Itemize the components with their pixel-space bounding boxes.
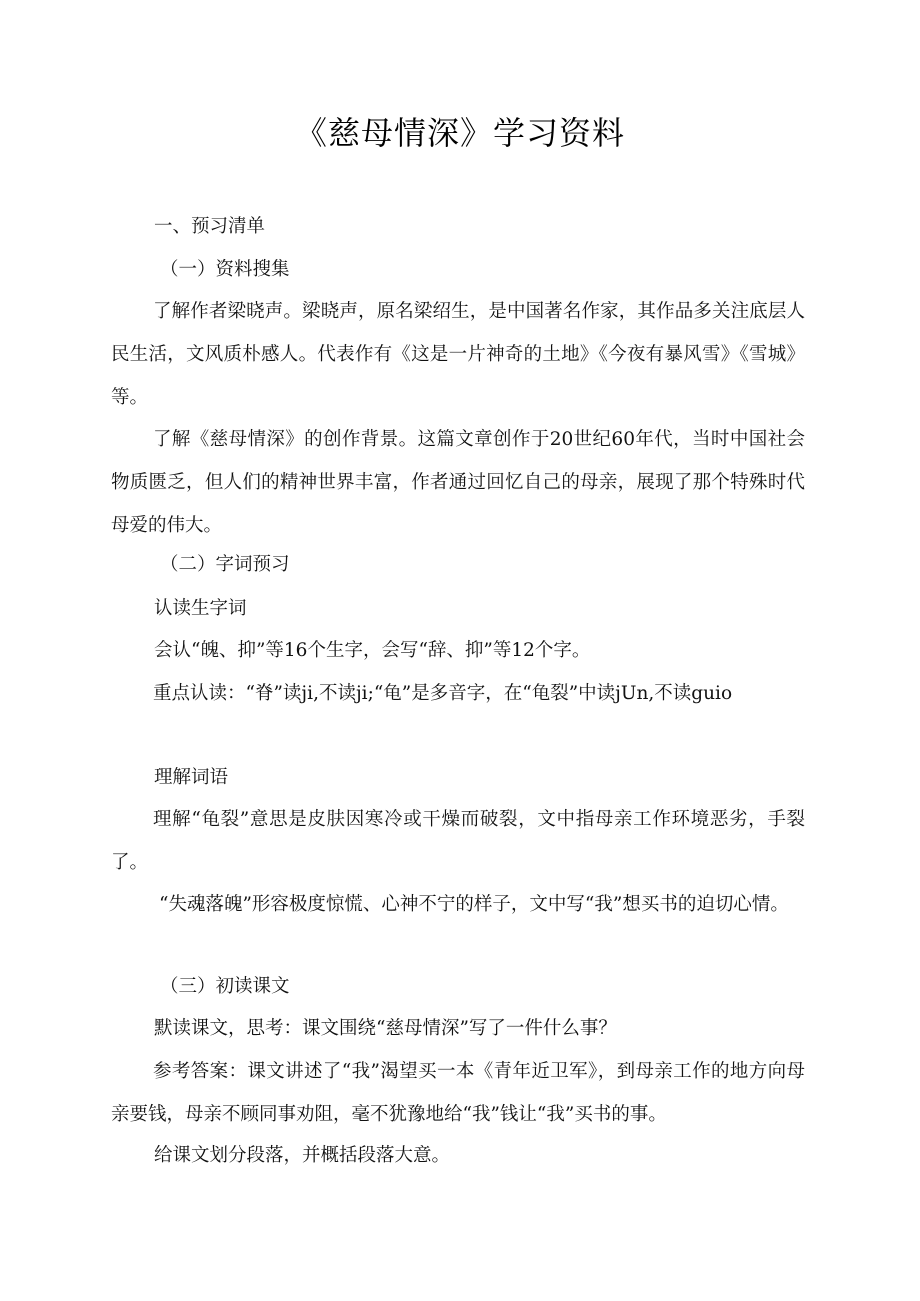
paragraph-reading-question: 默读课文，思考：课文围绕“慈母情深”写了一件什么事？	[154, 1018, 617, 1039]
paragraph-key-pronunciation: 重点认读：“脊”读ji,不读ji;“龟”是多音字，在“龟裂”中读jUn,不读guio	[153, 683, 733, 704]
paragraph-background: 了解《慈母情深》的创作背景。这篇文章创作于20世纪60年代，当时中国社会物质匮乏，但人们的精神世界丰富，作者通过回忆自己的母亲，展现了那个特殊时代母爱的伟大。	[111, 429, 805, 536]
section-heading-preview-list: 一、预习清单	[154, 216, 266, 237]
paragraph-author-intro: 了解作者梁晓声。梁晓声，原名梁绍生，是中国著名作家，其作品多关注底层人民生活，文风质朴感人。代表作有《这是一片神奇的土地》《今夜有暴风雪》《雪城》等。	[111, 301, 805, 408]
subheading-material-collection: （一）资料搜集	[160, 259, 290, 280]
subheading-read-new-words: 认读生字词	[154, 598, 247, 619]
subheading-first-reading: （三）初读课文	[160, 976, 290, 997]
paragraph-paragraph-division: 给课文划分段落，并概括段落大意。	[154, 1145, 451, 1166]
paragraph-shihunluopo-meaning: “失魂落魄”形容极度惊慌、心神不宁的样子，文中写“我”想买书的迫切心情。	[159, 894, 789, 915]
paragraph-guilie-meaning: 理解“龟裂”意思是皮肤因寒冷或干燥而破裂，文中指母亲工作环境恶劣，手裂了。	[111, 809, 805, 873]
paragraph-reference-answer: 参考答案：课文讲述了“我”渴望买一本《青年近卫军》，到母亲工作的地方向母亲要钱，母亲不顾同事劝阻，毫不犹豫地给“我”钱让“我”买书的事。	[111, 1061, 805, 1125]
subheading-word-preview: （二）字词预习	[160, 554, 290, 575]
subheading-understand-words: 理解词语	[154, 767, 229, 788]
paragraph-new-characters: 会认“魄、抑”等16个生字，会写“辞、抑”等12个字。	[154, 640, 591, 661]
document-title: 《慈母情深》学习资料	[294, 114, 625, 152]
